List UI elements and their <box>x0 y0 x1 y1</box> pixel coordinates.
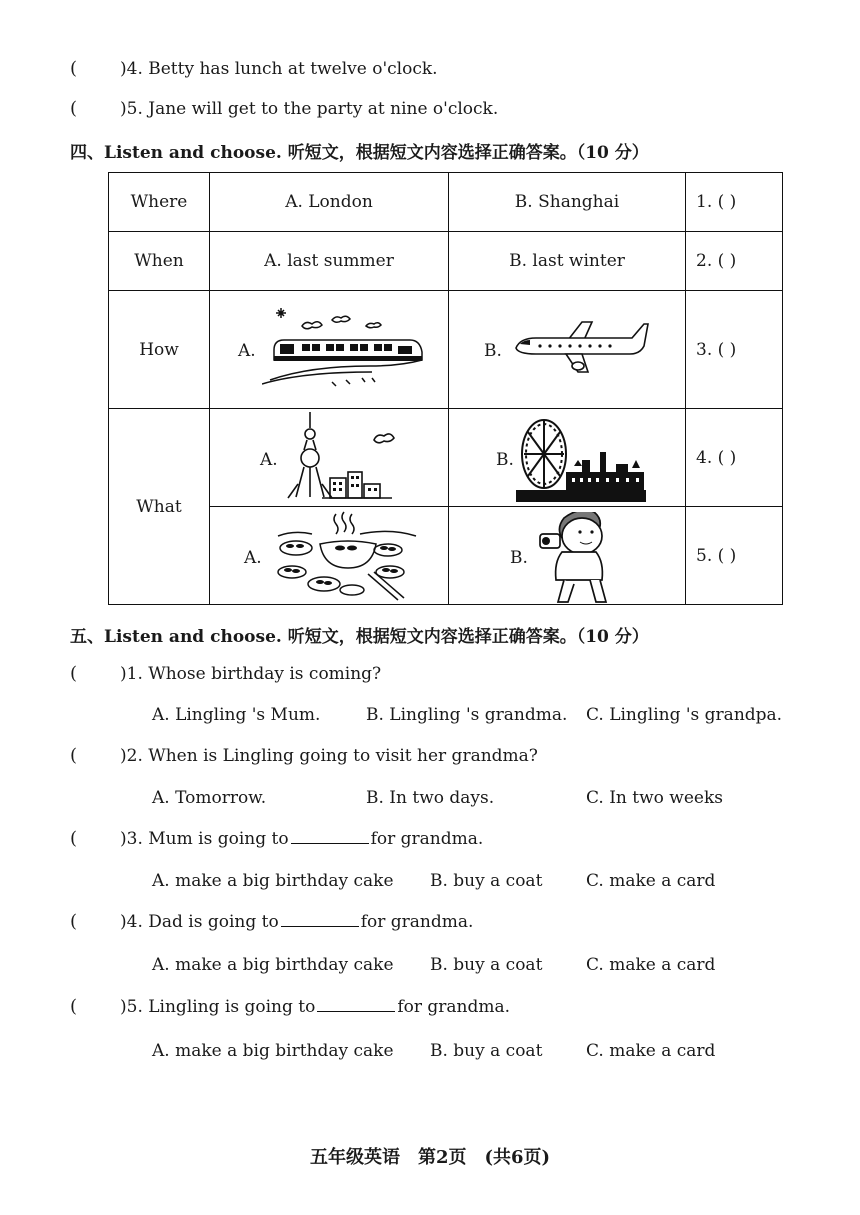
answer-paren[interactable]: ( <box>70 828 78 849</box>
row-label: When <box>109 232 210 291</box>
tv-tower-icon <box>282 410 402 502</box>
option-a: A. London <box>210 173 449 232</box>
row-label: What <box>109 409 210 605</box>
statement-text: )5. Jane will get to the party at nine o'clock. <box>120 99 499 119</box>
option-c: C. make a card <box>586 1041 716 1061</box>
answer-paren[interactable]: ( <box>70 663 78 684</box>
answer-paren[interactable]: ( <box>70 745 78 766</box>
option-a-label: A. <box>260 450 278 470</box>
question-stem: )4. Dad is going to <box>120 912 279 932</box>
option-b: B. buy a coat <box>430 955 543 975</box>
section-5-title: 五、Listen and choose. 听短文，根据短文内容选择正确答案。（10 分） <box>70 627 649 647</box>
question-text <box>120 829 483 849</box>
option-a: A. make a big birthday cake <box>152 955 394 975</box>
train-icon <box>262 300 427 395</box>
option-a-label: A. <box>244 548 262 568</box>
fill-blank[interactable] <box>317 997 395 1012</box>
option-a: A. make a big birthday cake <box>152 871 394 891</box>
answer-slot[interactable]: 3. ( ) <box>686 291 783 409</box>
option-b-label: B. <box>484 341 502 361</box>
section-4-title: 四、Listen and choose. 听短文，根据短文内容选择正确答案。（10 分） <box>70 143 649 163</box>
food-icon <box>264 508 420 604</box>
question-stem: )1. Whose birthday is coming? <box>120 664 382 684</box>
answer-slot[interactable]: 1. ( ) <box>686 173 783 232</box>
listen-choose-table <box>108 172 783 605</box>
question-text <box>120 912 473 932</box>
ferris-wheel-icon <box>516 412 646 502</box>
row-label: Where <box>109 173 210 232</box>
question-stem: )2. When is Lingling going to visit her grandma? <box>120 746 538 766</box>
question-tail: for grandma. <box>360 912 474 932</box>
option-b: B. Lingling 's grandma. <box>366 705 568 725</box>
airplane-icon <box>510 318 650 378</box>
option-b: B. Shanghai <box>449 173 686 232</box>
option-a: A. last summer <box>210 232 449 291</box>
question-text <box>120 746 538 766</box>
answer-slot[interactable]: 5. ( ) <box>686 507 783 605</box>
question-text <box>120 997 510 1017</box>
answer-paren[interactable]: ( <box>70 98 78 119</box>
question-tail: for grandma. <box>370 829 484 849</box>
question-text <box>120 664 381 684</box>
row-label: How <box>109 291 210 409</box>
option-b-label: B. <box>510 548 528 568</box>
option-c: C. make a card <box>586 871 716 891</box>
option-b: B. buy a coat <box>430 871 543 891</box>
question-stem: )5. Lingling is going to <box>120 997 316 1017</box>
fill-blank[interactable] <box>291 829 369 844</box>
photographer-icon <box>534 512 624 604</box>
answer-paren[interactable]: ( <box>70 911 78 932</box>
question-stem: )3. Mum is going to <box>120 829 289 849</box>
option-b: B. last winter <box>449 232 686 291</box>
fill-blank[interactable] <box>281 912 359 927</box>
option-b: B. In two days. <box>366 788 495 808</box>
option-a: A. Lingling 's Mum. <box>152 705 321 725</box>
answer-slot[interactable]: 4. ( ) <box>686 409 783 507</box>
page-footer: 五年级英语 第2页 (共6页) <box>309 1147 551 1168</box>
option-a: A. Tomorrow. <box>152 788 267 808</box>
option-c: C. Lingling 's grandpa. <box>586 705 783 725</box>
answer-slot[interactable]: 2. ( ) <box>686 232 783 291</box>
option-b: B. buy a coat <box>430 1041 543 1061</box>
option-c: C. make a card <box>586 955 716 975</box>
answer-paren[interactable]: ( <box>70 58 78 79</box>
statement-text: )4. Betty has lunch at twelve o'clock. <box>120 59 438 79</box>
option-a-label: A. <box>238 341 256 361</box>
answer-paren[interactable]: ( <box>70 996 78 1017</box>
question-tail: for grandma. <box>397 997 511 1017</box>
option-c: C. In two weeks <box>586 788 723 808</box>
option-a: A. make a big birthday cake <box>152 1041 394 1061</box>
option-b-label: B. <box>496 450 514 470</box>
